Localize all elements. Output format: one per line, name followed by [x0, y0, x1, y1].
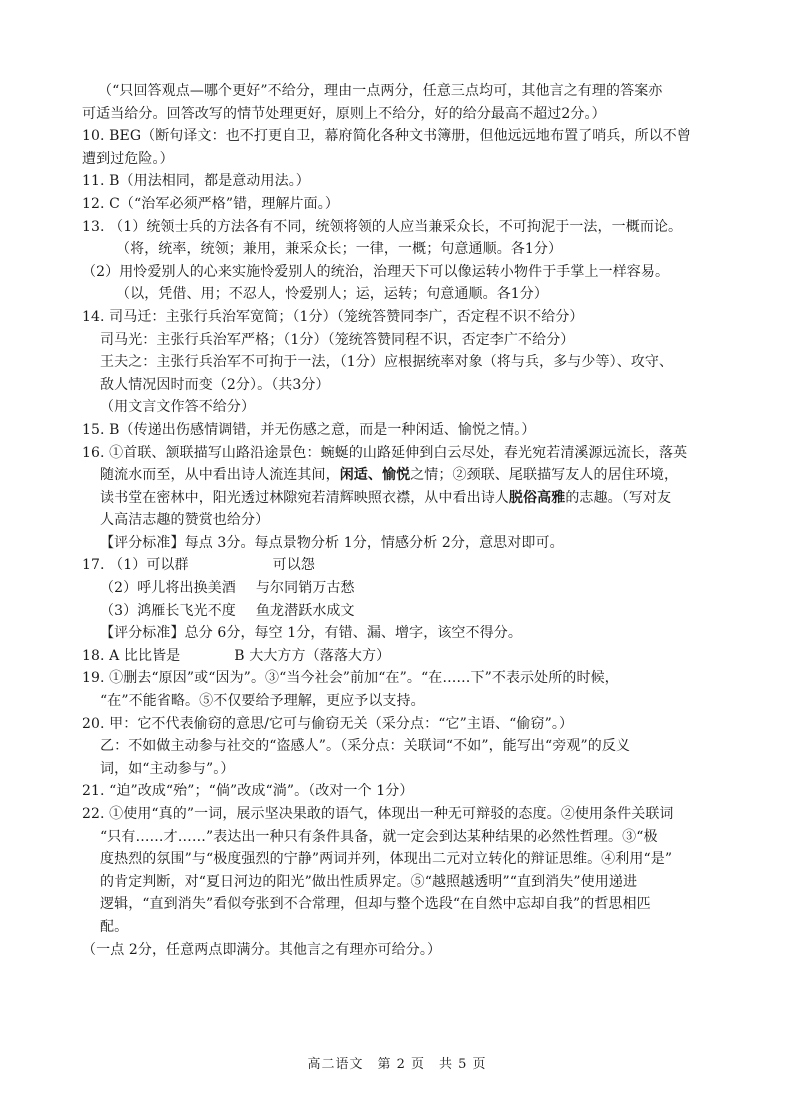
text-segment: 18. A 比比皆是 — [82, 647, 181, 664]
answer-13: 13. （1）统领士兵的方法各有不同，统领将领的人应当兼采众长，不可拘泥于一法，一概而论。 — [82, 218, 683, 235]
text-line: 司马光：主张行兵治军严格；（1分）（笼统答赞同程不识，否定李广不给分） — [100, 331, 575, 348]
text-segment: 的志趣。（写对友 — [565, 489, 672, 506]
text-segment: B 大大方方（落落大方） — [234, 647, 391, 664]
text-line: （“只回答观点—哪个更好”不给分，理由一点两分，任意三点均可，其他言之有理的答案亦 — [98, 83, 663, 99]
text-segment: 17. （1）可以群 — [82, 557, 189, 574]
text-line — [82, 464, 722, 487]
text-line: 逻辑，“直到消失”看似夸张到不合常理，但却与整个选段“在自然中忘却自我”的哲思相匹 — [100, 896, 651, 913]
text-line: （以，凭借、用；不忍人，怜爱别人；运，运转；句意通顺。各1分） — [116, 286, 549, 303]
text-segment: 鱼龙潜跃水成文 — [255, 602, 355, 619]
scoring-criteria: 【评分标准】每点 3分。每点景物分析 1分，情感分析 2分，意思对即可。 — [100, 534, 564, 551]
text-line: （一点 2分，任意两点即满分。其他言之有理亦可给分。） — [82, 941, 442, 958]
text-line: 敌人情况因时而变（2分）。（共3分） — [100, 376, 330, 393]
text-line: （2）用怜爱别人的心来实施怜爱别人的统治，治理天下可以像运转小物件于手掌上一样容易。 — [82, 263, 670, 280]
text-segment: 与尔同销万古愁 — [255, 580, 355, 597]
answer-15: 15. B（传递出伤感情调错，并无伤感之意，而是一种闲适、愉悦之情。） — [82, 421, 536, 438]
answer-16: 16. ①首联、颔联描写山路沿途景色：蜿蜒的山路延伸到白云尽处，春光宛若清溪源远流长，落英 — [82, 444, 688, 461]
answer-18 — [82, 645, 722, 668]
text-line: “在”不能省略。⑤不仅要给予理解，更应予以支持。 — [100, 693, 425, 710]
text-line: 的肯定判断，对“夏日河边的阳光”做出性质界定。⑤“越照越透明”“直到消失”使用递进 — [100, 873, 638, 890]
text-line — [82, 600, 722, 623]
scoring-criteria: 【评分标准】总分 6分，每空 1分，有错、漏、增字，该空不得分。 — [100, 625, 522, 642]
text-segment: （2）呼儿将出换美酒 — [100, 580, 236, 597]
bold-phrase: 闲适、愉悦 — [339, 467, 411, 484]
answer-11: 11. B（用法相同，都是意动用法。） — [82, 173, 310, 190]
bold-phrase: 脱俗高雅 — [508, 489, 566, 506]
text-line: （将，统率，统领；兼用，兼采众长；一律，一概；句意通顺。各1分） — [116, 241, 563, 258]
answer-key-content — [82, 80, 722, 961]
answer-19: 19. ①删去“原因”或“因为”。③“当今社会”前加“在”。“在……下”不表示处所的时候， — [82, 670, 619, 687]
answer-12: 12. C（“治军必须严格”错，理解片面。） — [82, 195, 339, 212]
text-line — [82, 577, 722, 600]
answer-17 — [82, 554, 722, 577]
text-line: 人高洁志趣的赞赏也给分） — [100, 512, 270, 529]
answer-20: 20. 甲：它不代表偷窃的意思/它可与偷窃无关（采分点：“它”主语、“偷窃”。） — [82, 715, 574, 732]
text-line: 遭到过危险。） — [82, 150, 174, 167]
text-line: 可适当给分。回答改写的情节处理更好，原则上不给分，好的给分最高不超过2分。） — [82, 105, 606, 122]
text-line: 王夫之：主张行兵治军不可拘于一法，（1分）应根据统率对象（将与兵，多与少等）、攻守、 — [100, 354, 674, 371]
text-segment: 读书堂在密林中，阳光透过林隙宛若清辉映照衣襟，从中看出诗人 — [100, 489, 509, 506]
text-line: 度热烈的氛围”与“极度强烈的宁静”两词并列，体现出二元对立转化的辩证思维。④利用“是” — [100, 851, 673, 868]
answer-10: 10. BEG（断句译文：也不打更自卫，幕府简化各种文书簿册，但他远远地布置了哨兵，所以不曾 — [82, 128, 692, 145]
text-segment: 之情；②颈联、尾联描写友人的居住环境， — [410, 467, 679, 484]
page-footer: 高二语文 第 2 页 共 5 页 — [307, 1057, 487, 1072]
text-segment: 随流水而至，从中看出诗人流连其间， — [100, 467, 340, 484]
text-line: 乙：不如做主动参与社交的“盗感人”。（采分点：关联词“不如”，能写出“旁观”的反义 — [100, 738, 631, 755]
text-segment: 可以怨 — [272, 557, 315, 574]
answer-14: 14. 司马迁：主张行兵治军宽简；（1分）（笼统答赞同李广，否定程不识不给分） — [82, 308, 584, 325]
text-line — [82, 487, 722, 510]
text-line: （用文言文作答不给分） — [100, 399, 256, 416]
text-segment: （3）鸿雁长飞光不度 — [100, 602, 236, 619]
text-line: 词，如“主动参与”。） — [100, 760, 235, 777]
text-line: 配。 — [100, 918, 129, 935]
text-line: “只有……才……”表达出一种只有条件具备，就一定会到达某种结果的必然性哲理。③“极 — [100, 828, 658, 845]
answer-21: 21. “迫”改成“殆”；“倘”改成“淌”。（改对一个 1分） — [82, 783, 414, 800]
answer-22: 22. ①使用“真的”一词，展示坚决果敢的语气，体现出一种无可辩驳的态度。②使用条件关联词 — [82, 806, 674, 822]
